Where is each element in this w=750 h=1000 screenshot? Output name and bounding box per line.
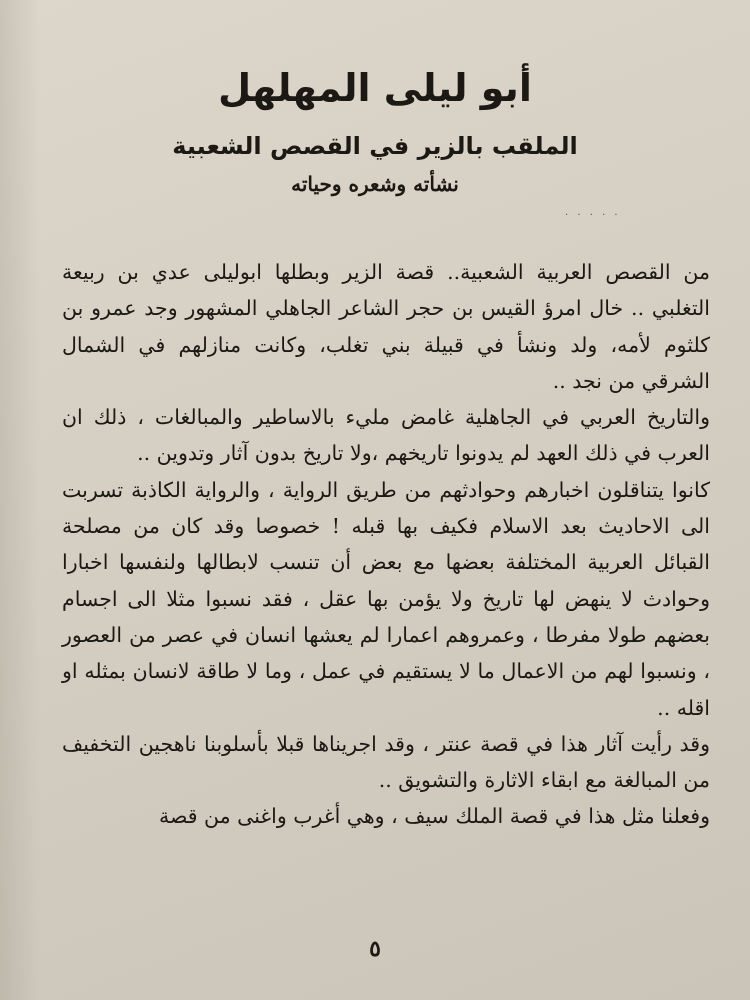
decorative-dots: · · · · ·: [565, 210, 621, 221]
paragraph: والتاريخ العربي في الجاهلية غامض مليء بالاساطير والمبالغات ، ذلك ان العرب في ذلك العهد لم يدونوا تاريخهم ،ولا تاريخ بدون آثار وتدوين ..: [62, 405, 710, 466]
chapter-subtitle: الملقب بالزير في القصص الشعبية: [172, 132, 578, 160]
body-text: [62, 254, 710, 835]
paragraph: كانوا يتناقلون اخبارهم وحوادثهم من طريق الرواية ، والرواية الكاذبة تسربت الى الاحاديث بعد الاسلام فكيف بها قبله ! خصوصا وقد كان من مصلحة القبائل العربية المختلفة بعضها مع بعض أن تنسب لابطالها ولنفسها اخبارا وحوادث لا ينهض لها تاريخ ولا يؤمن بها عقل ، فقد نسبوا مثلا الى اجسام بعضهم طولا مفرطا ، وعمروهم اعمارا لم يعشها انسان في عصر من العصور ، ونسبوا لهم من الاعمال ما لا يستقيم في عمل ، وما لا طاقة لانسان بمثله او اقله ..: [62, 477, 710, 720]
paragraph: وفعلنا مثل هذا في قصة الملك سيف ، وهي أغرب واغنى من قصة: [158, 804, 710, 829]
page-number: ٥: [369, 936, 381, 962]
paragraph: وقد رأيت آثار هذا في قصة عنتر ، وقد اجريناها قبلا بأسلوبنا ناهجين التخفيف من المبالغة مع ابقاء الاثارة والتشويق ..: [62, 731, 710, 793]
chapter-title: أبو ليلى المهلهل: [218, 66, 532, 110]
chapter-subtitle-secondary: نشأته وشعره وحياته: [291, 172, 459, 196]
paragraph: من القصص العربية الشعبية.. قصة الزير وبطلها ابوليلى عدي بن ربيعة التغلبي .. خال امرؤ القيس بن حجر الشاعر الجاهلي المشهور وجد عمرو بن كلثوم لأمه، ولد ونشأ في قبيلة بني تغلب، وكانت منازلهم في الشمال الشرقي من نجد ..: [62, 260, 710, 393]
